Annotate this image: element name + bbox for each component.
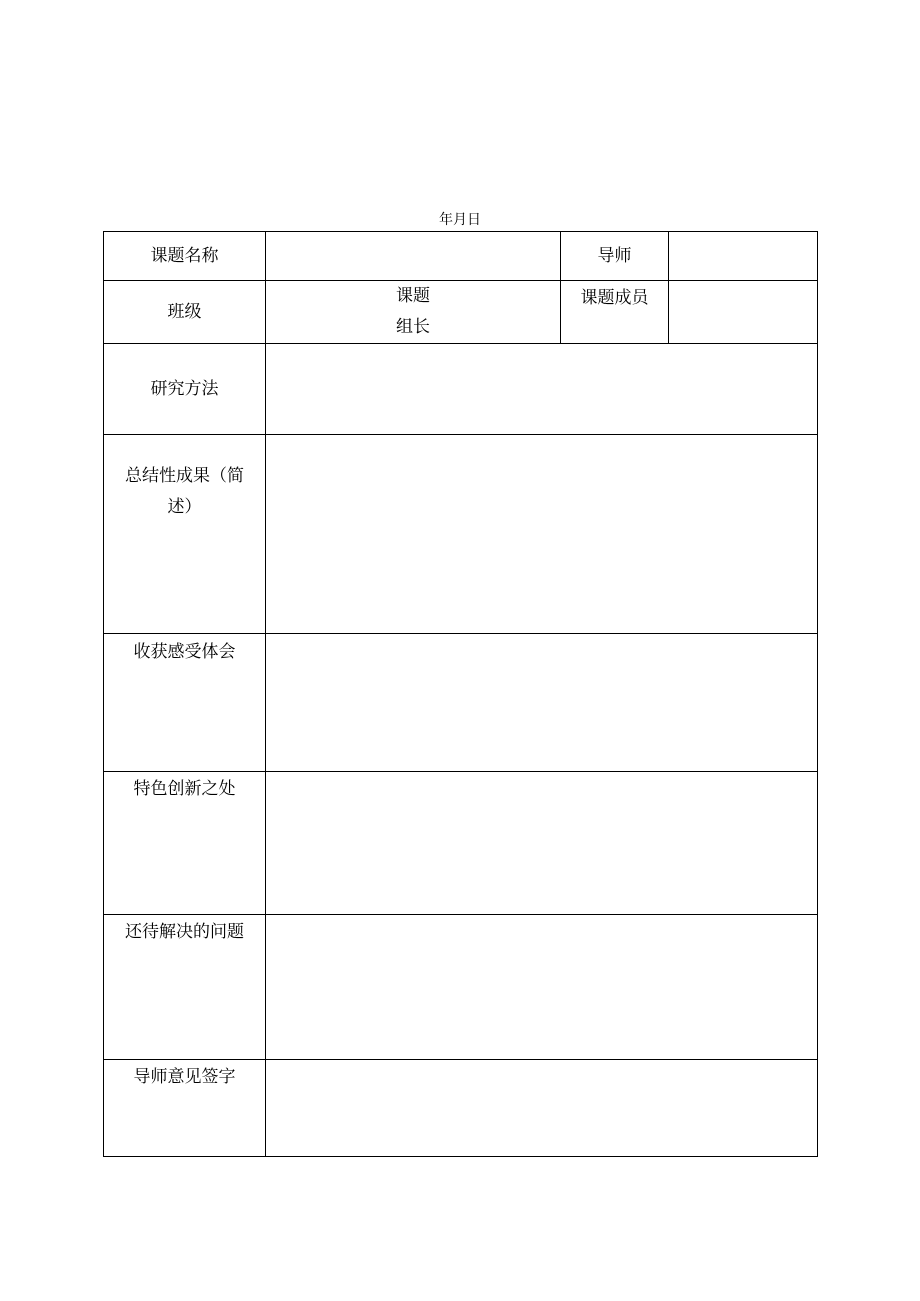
gains-label-cell — [104, 634, 266, 772]
advisor-opinion-label-cell — [104, 1060, 266, 1157]
unresolved-label-cell — [104, 915, 266, 1060]
gains-field[interactable] — [266, 634, 818, 772]
research-method-label-cell — [104, 344, 266, 435]
gains-label: 收获感受体会 — [133, 642, 236, 662]
advisor-label-cell — [561, 232, 669, 281]
summary-results-label-cell — [104, 435, 266, 634]
members-label: 课题成员 — [580, 288, 649, 308]
advisor-opinion-field[interactable] — [266, 1060, 818, 1157]
leader-label-line2: 组长 — [396, 317, 430, 337]
project-summary-form — [103, 231, 818, 1157]
research-method-label: 研究方法 — [150, 378, 219, 399]
topic-name-label-cell — [104, 232, 266, 281]
class-label-cell — [104, 281, 266, 344]
innovation-field[interactable] — [266, 772, 818, 915]
unresolved-field[interactable] — [266, 915, 818, 1060]
class-label: 班级 — [167, 301, 202, 322]
research-method-field[interactable] — [266, 344, 818, 435]
innovation-label-cell — [104, 772, 266, 915]
topic-name-field[interactable] — [266, 232, 561, 281]
summary-results-label: 总结性成果（简述） — [125, 466, 244, 517]
advisor-field[interactable] — [669, 232, 818, 281]
advisor-opinion-label: 导师意见签字 — [133, 1067, 236, 1087]
unresolved-label: 还待解决的问题 — [125, 922, 244, 942]
leader-label-line1: 课题 — [396, 286, 430, 306]
advisor-label: 导师 — [597, 245, 632, 266]
members-field[interactable] — [669, 281, 818, 344]
members-label-cell — [561, 281, 669, 344]
summary-results-field[interactable] — [266, 435, 818, 634]
innovation-label: 特色创新之处 — [133, 779, 236, 799]
topic-name-label: 课题名称 — [150, 245, 219, 266]
date-line: 年月日 — [439, 212, 481, 228]
leader-cell[interactable] — [266, 281, 561, 344]
